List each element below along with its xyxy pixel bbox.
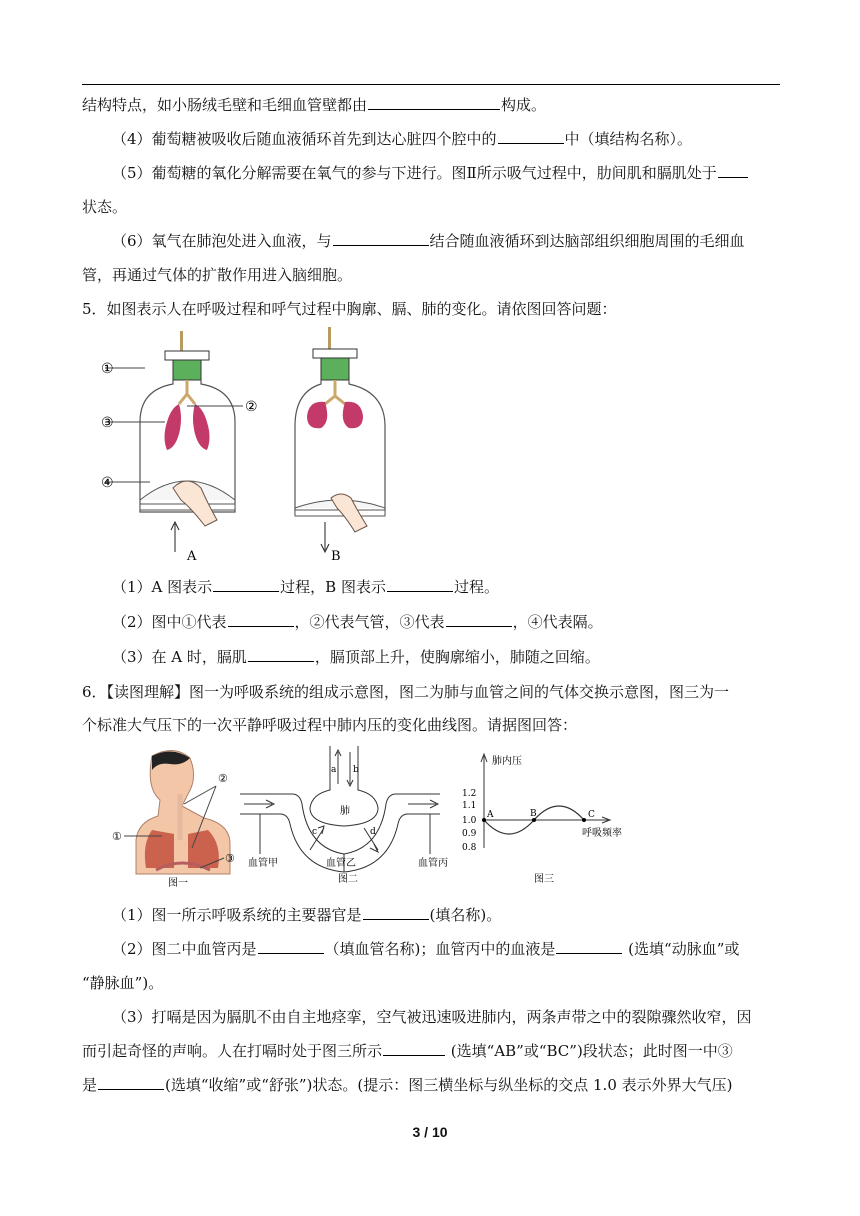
fig2-vessel-3: 血管丙 xyxy=(418,858,448,869)
fig2-lung: 肺 xyxy=(340,806,350,817)
line-6: 管，再通过气体的扩散作用进入脑细胞。 xyxy=(82,266,353,284)
answer-blank[interactable] xyxy=(258,937,324,954)
fig2-a: a xyxy=(331,765,337,775)
answer-blank[interactable] xyxy=(556,937,622,954)
question-6-stem-1: 6．【读图理解】图一为呼吸系统的组成示意图，图二为肺与血管之间的气体交换示意图，图三为一 xyxy=(82,683,730,701)
answer-blank[interactable] xyxy=(718,161,748,178)
answer-blank[interactable] xyxy=(213,575,279,592)
fig1-label-3: ③ xyxy=(225,852,235,865)
fig3-tick: 0.9 xyxy=(462,829,477,839)
bell-jar-b xyxy=(295,327,385,552)
q6-part2-cont: “静脉血”)。 xyxy=(82,974,164,992)
fig3-ylabel: 肺内压 xyxy=(492,756,522,767)
fig2-c: c xyxy=(312,827,318,837)
line-4: 状态。 xyxy=(82,198,128,216)
figure-1-respiratory-system xyxy=(112,750,235,889)
q5-part1: （1）A 图表示 过程，B 图表示 过程。 xyxy=(82,570,812,604)
question-6-stem-2: 个标准大气压下的一次平静呼吸过程中肺内压的变化曲线图。请据图回答： xyxy=(82,716,578,734)
label-4: ④ xyxy=(101,475,114,491)
fig3-caption: 图三 xyxy=(534,874,554,885)
q5-part3: （3）在 A 时，膈肌 ，膈顶部上升，使胸廓缩小，肺随之回缩。 xyxy=(82,640,812,674)
fig2-vessel-2: 血管乙 xyxy=(326,858,356,869)
q6-part3-line2: 而引起奇怪的声响。人在打嗝时处于图三所示 (选填“AB”或“BC”)段状态；此时图一中③ xyxy=(82,1034,782,1068)
fig2-b: b xyxy=(353,765,359,775)
caption-b: B xyxy=(331,549,341,562)
fig1-label-1: ① xyxy=(112,830,122,843)
answer-blank[interactable] xyxy=(383,1039,445,1056)
fig3-point-b: B xyxy=(530,809,537,819)
fig3-tick: 1.2 xyxy=(462,789,477,799)
answer-blank[interactable] xyxy=(363,903,429,920)
bell-jar-a xyxy=(105,331,243,552)
answer-blank[interactable] xyxy=(446,610,512,627)
q5-part2: （2）图中①代表 ，②代表气管，③代表 ，④代表隔。 xyxy=(82,605,812,639)
q6-part2: （2）图二中血管丙是 （填血管名称)；血管丙中的血液是 (选填“动脉血”或 xyxy=(82,932,812,966)
fig3-point-a: A xyxy=(487,810,494,820)
line-3: （5）葡萄糖的氧化分解需要在氧气的参与下进行。图Ⅱ所示吸气过程中，肋间肌和膈肌处于 xyxy=(82,156,812,190)
label-3: ③ xyxy=(101,415,114,431)
respiration-figures xyxy=(112,744,642,890)
figure-3-pressure-curve xyxy=(462,754,622,885)
line-2: （4）葡萄糖被吸收后随血液循环首先到达心脏四个腔中的 中（填结构名称）。 xyxy=(82,122,812,156)
fig3-xlabel: 呼吸频率 xyxy=(582,828,622,839)
answer-blank[interactable] xyxy=(368,93,500,110)
label-2: ② xyxy=(245,399,258,415)
bell-jar-figure xyxy=(95,322,395,562)
page-number: 3 / 10 xyxy=(412,1124,448,1140)
header-rule xyxy=(82,84,780,85)
caption-a: A xyxy=(187,549,197,562)
q6-part1: （1）图一所示呼吸系统的主要器官是 (填名称)。 xyxy=(82,898,812,932)
figure-2-gas-exchange xyxy=(240,746,448,885)
fig3-tick: 1.0 xyxy=(462,816,477,826)
fig2-vessel-1: 血管甲 xyxy=(248,858,278,869)
answer-blank[interactable] xyxy=(98,1073,164,1090)
fig3-point-c: C xyxy=(588,810,595,820)
fig1-label-2: ② xyxy=(218,772,228,785)
question-5-stem: 5．如图表示人在呼吸过程和呼气过程中胸廓、膈、肺的变化。请依图回答问题： xyxy=(82,300,617,318)
answer-blank[interactable] xyxy=(333,229,429,246)
fig3-tick: 1.1 xyxy=(462,801,477,811)
fig2-caption: 图二 xyxy=(338,874,358,885)
q6-part3: （3）打嗝是因为膈肌不由自主地痉挛，空气被迅速吸进肺内，两条声带之中的裂隙骤然收窄，因 xyxy=(112,1008,752,1026)
answer-blank[interactable] xyxy=(248,645,314,662)
label-1: ① xyxy=(101,361,114,377)
fig1-caption: 图一 xyxy=(168,878,188,889)
answer-blank[interactable] xyxy=(498,127,564,144)
line-5: （6）氧气在肺泡处进入血液，与 结合随血液循环到达脑部组织细胞周围的毛细血 xyxy=(82,224,812,258)
q6-part3-line3: 是 (选填“收缩”或“舒张”)状态。(提示：图三横坐标与纵坐标的交点 1.0 表示外界大气压) xyxy=(82,1068,782,1102)
fig2-d: d xyxy=(370,827,376,837)
line-1: 结构特点，如小肠绒毛壁和毛细血管壁都由 构成。 xyxy=(82,88,782,122)
answer-blank[interactable] xyxy=(228,610,294,627)
answer-blank[interactable] xyxy=(387,575,453,592)
fig3-tick: 0.8 xyxy=(462,843,477,853)
